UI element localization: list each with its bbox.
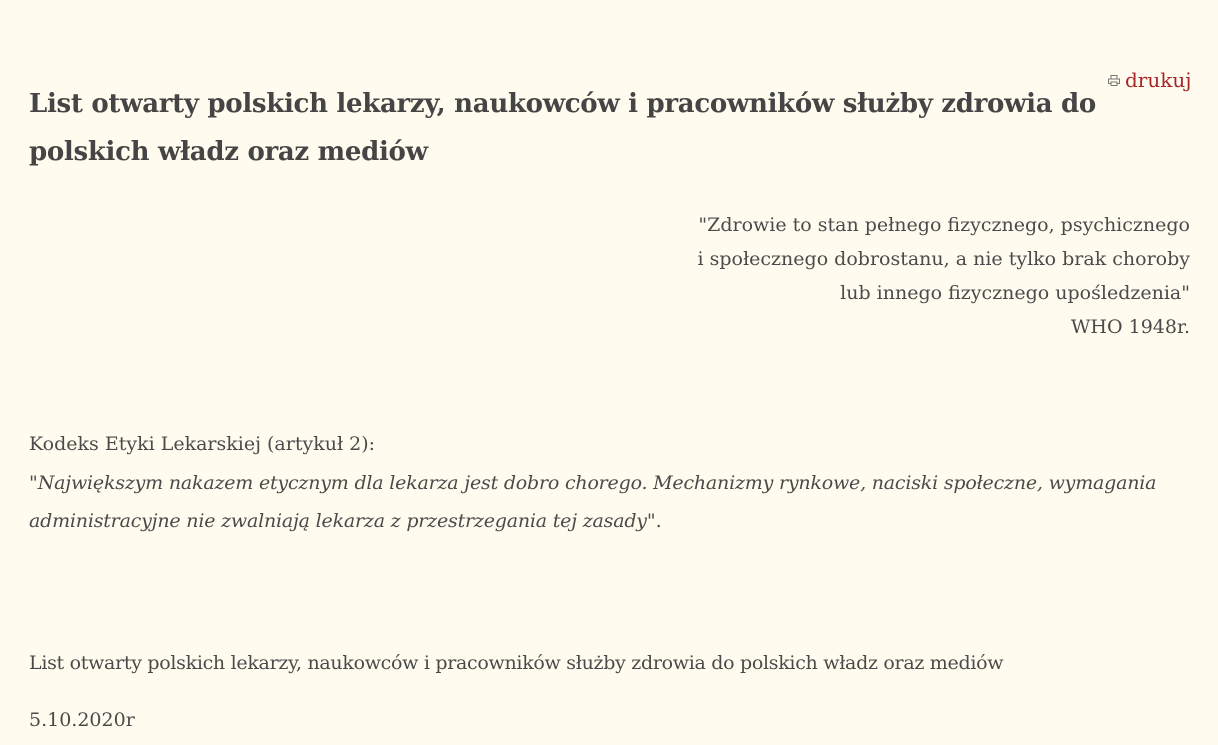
print-label[interactable]: drukuj xyxy=(1125,68,1192,92)
letter-date: 5.10.2020r xyxy=(29,709,135,731)
ethics-code-quote xyxy=(29,464,1189,540)
who-epigraph xyxy=(698,208,1190,344)
ethics-code-label: Kodeks Etyki Lekarskiej (artykuł 2): xyxy=(29,433,376,455)
epigraph-line: i społecznego dobrostanu, a nie tylko brak choroby xyxy=(697,248,1190,270)
epigraph-attribution: WHO 1948r. xyxy=(1070,316,1190,338)
epigraph-line: "Zdrowie to stan pełnego fizycznego, psychicznego xyxy=(698,214,1190,236)
ethics-code-quote-text: Największym nakazem etycznym dla lekarza jest dobro chorego. Mechanizmy rynkowe, naciski społeczne, wymagania administracyjne nie zwalniają lekarza z przestrzegania tej zasady xyxy=(29,472,1157,532)
open-quote-mark: " xyxy=(29,472,38,494)
epigraph-line: lub innego fizycznego upośledzenia" xyxy=(840,282,1190,304)
print-link[interactable] xyxy=(1108,68,1191,92)
printer-icon[interactable] xyxy=(1108,75,1120,86)
close-quote-mark: ". xyxy=(646,510,662,532)
letter-subtitle: List otwarty polskich lekarzy, naukowców i pracowników służby zdrowia do polskich władz oraz mediów xyxy=(29,652,1004,674)
page-title: List otwarty polskich lekarzy, naukowców i pracowników służby zdrowia do polskich władz oraz mediów xyxy=(29,89,1096,167)
